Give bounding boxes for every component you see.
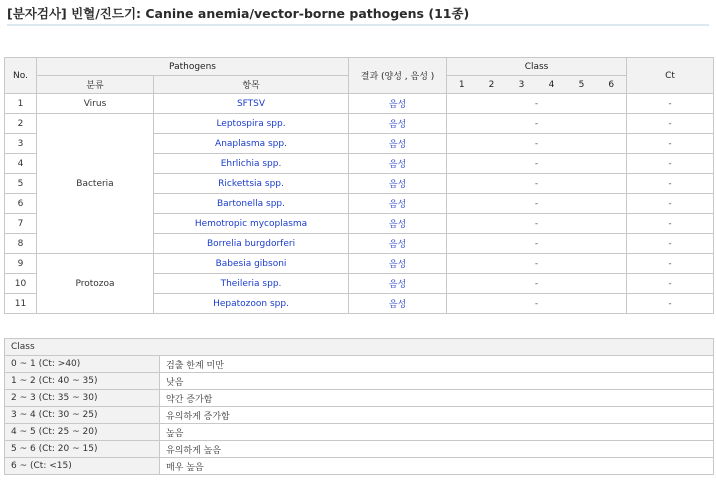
class-legend-row	[5, 390, 714, 407]
class-description: 약간 증가함	[160, 390, 714, 407]
header-category: 분류	[37, 76, 154, 94]
class-description: 검출 한계 미만	[160, 356, 714, 373]
table-row	[5, 254, 714, 274]
row-number: 11	[5, 294, 37, 314]
row-number: 9	[5, 254, 37, 274]
result-value: 음성	[349, 114, 447, 134]
result-value: 음성	[349, 134, 447, 154]
ct-value: -	[627, 94, 714, 114]
ct-value: -	[627, 254, 714, 274]
page-title: [분자검사] 빈혈/진드기: Canine anemia/vector-borne pathogens (11종)	[7, 4, 709, 26]
class-value: -	[447, 174, 627, 194]
result-value: 음성	[349, 254, 447, 274]
class-value: -	[447, 294, 627, 314]
header-class-level: 1	[447, 76, 477, 94]
header-ct: Ct	[627, 58, 714, 94]
class-range: 2 ~ 3 (Ct: 35 ~ 30)	[5, 390, 160, 407]
pathogen-name: Rickettsia spp.	[154, 174, 349, 194]
class-legend-row	[5, 373, 714, 390]
class-legend-row	[5, 424, 714, 441]
pathogen-name: SFTSV	[154, 94, 349, 114]
row-number: 8	[5, 234, 37, 254]
header-pathogens: Pathogens	[37, 58, 349, 76]
row-number: 1	[5, 94, 37, 114]
pathogen-category: Virus	[37, 94, 154, 114]
class-range: 1 ~ 2 (Ct: 40 ~ 35)	[5, 373, 160, 390]
class-value: -	[447, 94, 627, 114]
class-range: 5 ~ 6 (Ct: 20 ~ 15)	[5, 441, 160, 458]
class-value: -	[447, 254, 627, 274]
header-class-level: 2	[477, 76, 507, 94]
table-row	[5, 94, 714, 114]
pathogen-name: Hemotropic mycoplasma	[154, 214, 349, 234]
pathogen-result-table	[4, 57, 714, 314]
class-legend-row	[5, 441, 714, 458]
ct-value: -	[627, 194, 714, 214]
header-class-level: 3	[507, 76, 537, 94]
pathogen-name: Theileria spp.	[154, 274, 349, 294]
class-value: -	[447, 194, 627, 214]
result-value: 음성	[349, 154, 447, 174]
class-value: -	[447, 234, 627, 254]
result-value: 음성	[349, 174, 447, 194]
result-value: 음성	[349, 234, 447, 254]
pathogen-category: Protozoa	[37, 254, 154, 314]
header-class: Class	[447, 58, 627, 76]
class-value: -	[447, 154, 627, 174]
result-value: 음성	[349, 194, 447, 214]
header-class-level: 5	[567, 76, 597, 94]
pathogen-name: Anaplasma spp.	[154, 134, 349, 154]
header-class-level: 4	[537, 76, 567, 94]
class-range: 4 ~ 5 (Ct: 25 ~ 20)	[5, 424, 160, 441]
class-description: 낮음	[160, 373, 714, 390]
class-description: 유의하게 증가함	[160, 407, 714, 424]
result-value: 음성	[349, 214, 447, 234]
class-description: 유의하게 높음	[160, 441, 714, 458]
ct-value: -	[627, 294, 714, 314]
class-legend-header: Class	[5, 339, 714, 356]
row-number: 6	[5, 194, 37, 214]
row-number: 4	[5, 154, 37, 174]
row-number: 2	[5, 114, 37, 134]
row-number: 7	[5, 214, 37, 234]
class-legend-row	[5, 458, 714, 475]
row-number: 10	[5, 274, 37, 294]
class-value: -	[447, 214, 627, 234]
class-range: 0 ~ 1 (Ct: >40)	[5, 356, 160, 373]
class-legend-row	[5, 356, 714, 373]
header-item: 항목	[154, 76, 349, 94]
pathogen-name: Ehrlichia spp.	[154, 154, 349, 174]
row-number: 3	[5, 134, 37, 154]
pathogen-name: Leptospira spp.	[154, 114, 349, 134]
result-value: 음성	[349, 274, 447, 294]
class-description: 매우 높음	[160, 458, 714, 475]
ct-value: -	[627, 234, 714, 254]
ct-value: -	[627, 214, 714, 234]
pathogen-category: Bacteria	[37, 114, 154, 254]
pathogen-name: Borrelia burgdorferi	[154, 234, 349, 254]
ct-value: -	[627, 154, 714, 174]
header-result: 결과 (양성 , 음성 )	[349, 58, 447, 94]
header-no: No.	[5, 58, 37, 94]
ct-value: -	[627, 114, 714, 134]
result-value: 음성	[349, 294, 447, 314]
class-value: -	[447, 274, 627, 294]
class-description: 높음	[160, 424, 714, 441]
ct-value: -	[627, 174, 714, 194]
class-legend-row	[5, 407, 714, 424]
class-value: -	[447, 134, 627, 154]
result-value: 음성	[349, 94, 447, 114]
class-value: -	[447, 114, 627, 134]
pathogen-name: Hepatozoon spp.	[154, 294, 349, 314]
header-class-level: 6	[597, 76, 627, 94]
class-range: 3 ~ 4 (Ct: 30 ~ 25)	[5, 407, 160, 424]
pathogen-name: Babesia gibsoni	[154, 254, 349, 274]
table-row	[5, 114, 714, 134]
ct-value: -	[627, 274, 714, 294]
row-number: 5	[5, 174, 37, 194]
class-legend-table	[4, 338, 714, 475]
pathogen-name: Bartonella spp.	[154, 194, 349, 214]
class-range: 6 ~ (Ct: <15)	[5, 458, 160, 475]
ct-value: -	[627, 134, 714, 154]
